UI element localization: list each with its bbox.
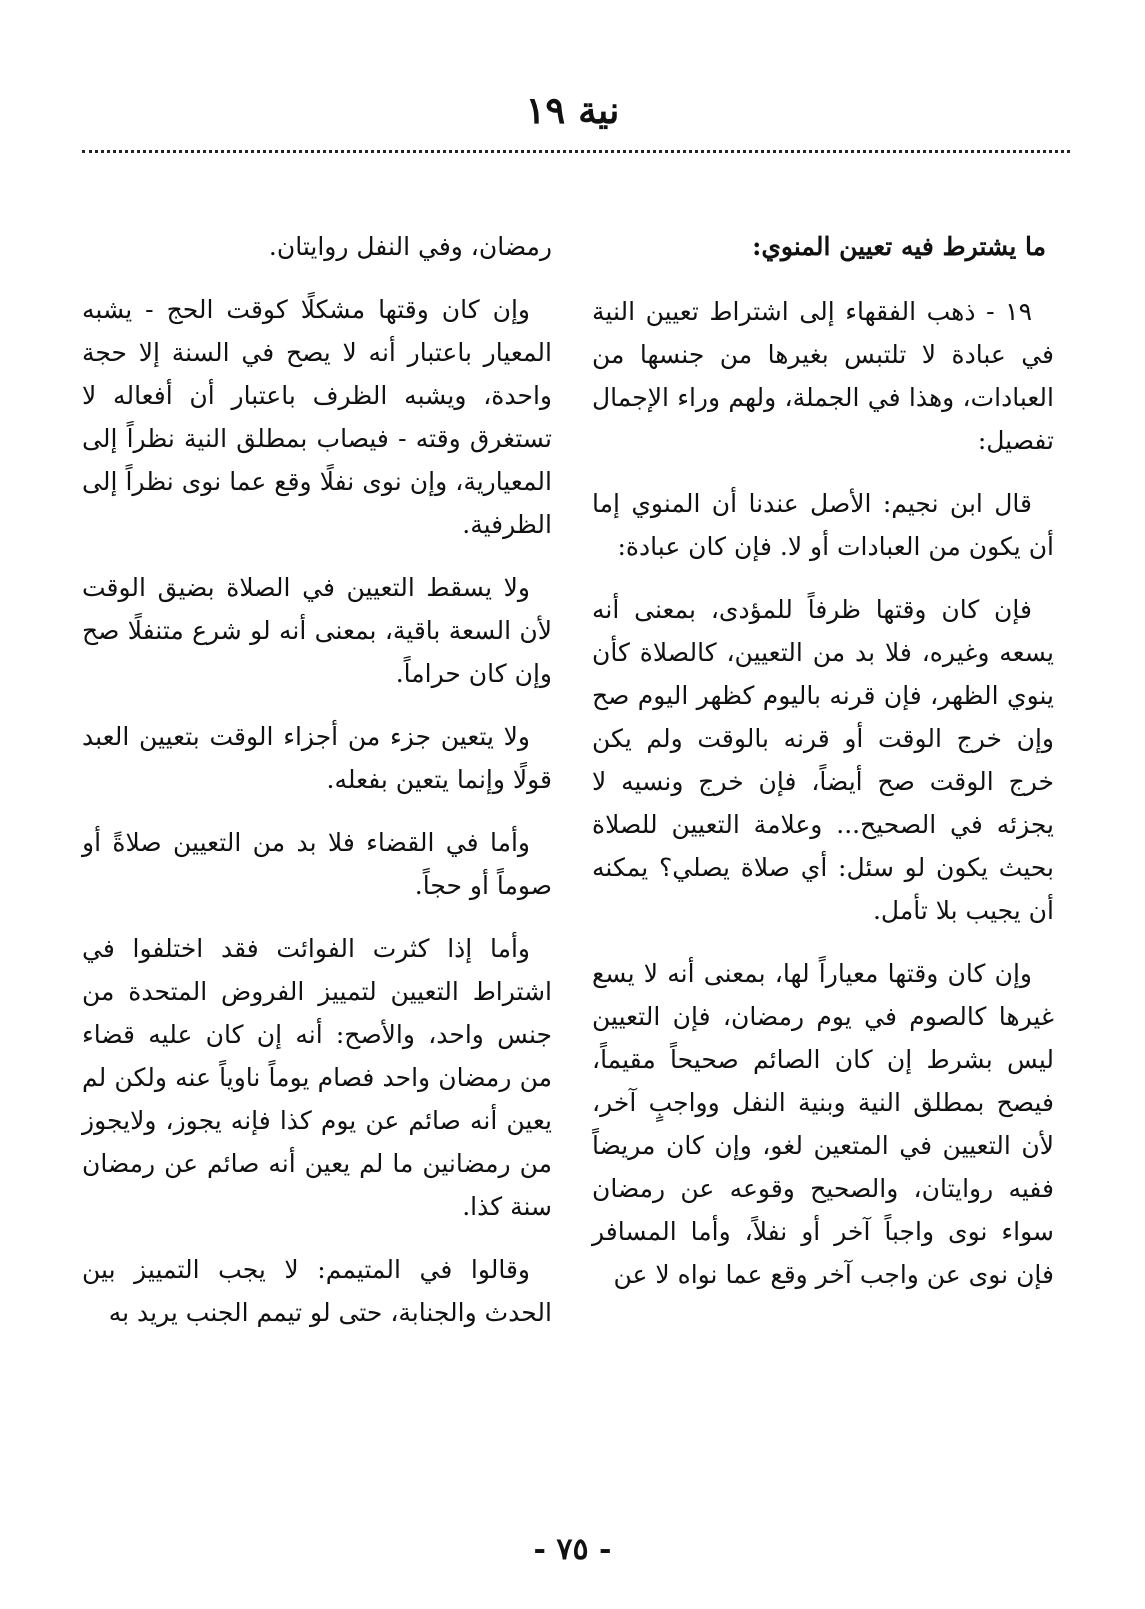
- paragraph: قال ابن نجيم: الأصل عندنا أن المنوي إما أن يكون من العبادات أو لا. فإن كان عبادة:: [592, 489, 1054, 561]
- paragraph: وأما في القضاء فلا بد من التعيين صلاةً أو صوماً أو حجاً.: [82, 828, 552, 900]
- page-title: نية ١٩: [525, 88, 620, 132]
- paragraph: ولا يسقط التعيين في الصلاة بضيق الوقت لأن السعة باقية، بمعنى أنه لو شرع متنفلًا صح وإن كان حراماً.: [82, 573, 552, 688]
- paragraph: ولا يتعين جزء من أجزاء الوقت بتعيين العبد قولًا وإنما يتعين بفعله.: [82, 722, 552, 794]
- paragraph: رمضان، وفي النفل روايتان.: [268, 232, 552, 261]
- paragraph: وأما إذا كثرت الفوائت فقد اختلفوا في اشتراط التعيين لتمييز الفروض المتحدة من جنس واحد، والأصح: أنه إن كان عليه قضاء من رمضان واحد فصام يوماً ناوياً عنه ولكن لم يعين أنه صائم عن يوم كذا فإنه يجوز، ولايجوز من رمضانين ما لم يعين أنه صائم عن رمضان سنة كذا.: [82, 934, 552, 1221]
- page-number: - ٧٥ -: [533, 1532, 612, 1567]
- left-column: [82, 225, 552, 1354]
- paragraph: وقالوا في المتيمم: لا يجب التمييز بين الحدث والجنابة، حتى لو تيمم الجنب يريد به: [82, 1255, 552, 1327]
- paragraph: فإن كان وقتها ظرفاً للمؤدى، بمعنى أنه يسعه وغيره، فلا بد من التعيين، كالصلاة كأن ينوي الظهر، فإن قرنه باليوم كظهر اليوم صح وإن خرج الوقت أو قرنه بالوقت ولم يكن خرج الوقت صح أيضاً، فإن خرج ونسيه لا يجزئه في الصحيح... وعلامة التعيين للصلاة بحيث يكون لو سئل: أي صلاة يصلي؟ يمكنه أن يجيب بلا تأمل.: [592, 595, 1054, 925]
- section-heading: ما يشترط فيه تعيين المنوي:: [752, 232, 1046, 261]
- right-column: [592, 225, 1054, 1316]
- paragraph: وإن كان وقتها مشكلًا كوقت الحج - يشبه المعيار باعتبار أنه لا يصح في السنة إلا حجة واحدة، ويشبه الظرف باعتبار أن أفعاله لا تستغرق وقته - فيصاب بمطلق النية نظراً إلى المعيارية، وإن نوى نفلًا وقع عما نوى نظراً إلى الظرفية.: [82, 295, 552, 539]
- header-divider: [82, 150, 1070, 153]
- paragraph: وإن كان وقتها معياراً لها، بمعنى أنه لا يسع غيرها كالصوم في يوم رمضان، فإن التعيين ليس بشرط إن كان الصائم صحيحاً مقيماً، فيصح بمطلق النية وبنية النفل وواجبٍ آخر، لأن التعيين في المتعين لغو، وإن كان مريضاً ففيه روايتان، والصحيح وقوعه عن رمضان سواء نوى واجباً آخر أو نفلاً، وأما المسافر فإن نوى عن واجب آخر وقع عما نواه لا عن: [592, 959, 1054, 1289]
- paragraph: ١٩ - ذهب الفقهاء إلى اشتراط تعيين النية في عبادة لا تلتبس بغيرها من جنسها من العبادات، وهذا في الجملة، ولهم وراء الإجمال تفصيل:: [592, 297, 1054, 455]
